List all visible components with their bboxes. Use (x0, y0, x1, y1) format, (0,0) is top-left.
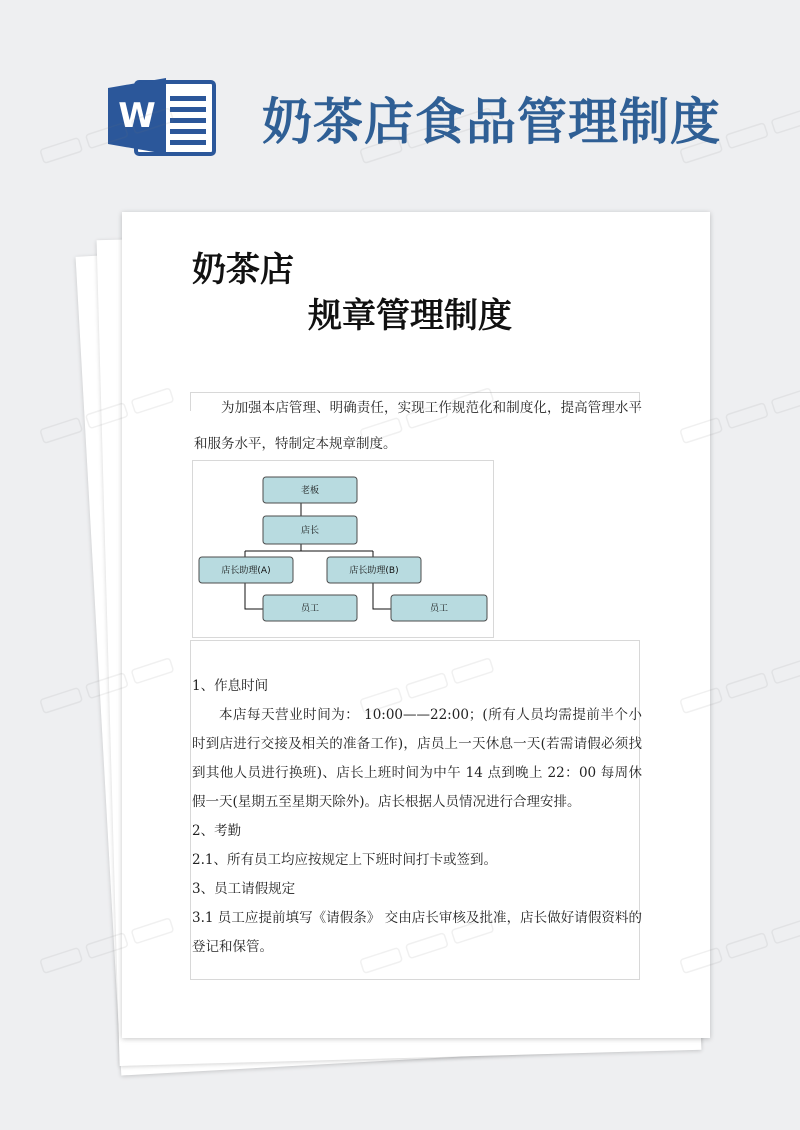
section-paragraph: 本店每天营业时间为： 10:00——22:00；(所有人员均需提前半个小时到店进行交接及相关的准备工作)，店员上一天休息一天(若需请假必须找到其他人员进行换班)、店长上班时间为中午 14 点到晚上 22：00 每周休假一天(星期五至星期天除外)。店长根据人员情况进行合理安排。 (192, 707, 642, 810)
section-paragraph: 2.1、所有员工均应按规定上下班时间打卡或签到。 (192, 852, 497, 868)
org-edge-a-staff (245, 583, 263, 609)
word-document-icon (108, 76, 218, 156)
section-heading: 3、员工请假规定 (192, 881, 296, 897)
document-page (122, 212, 710, 1038)
word-logo-letter: W (118, 96, 156, 136)
org-label-staff-a: 员工 (300, 604, 320, 614)
org-label-assistant-b: 店长助理(B) (349, 566, 399, 576)
org-label-staff-b: 员工 (429, 604, 449, 614)
document-title-line2: 规章管理制度 (308, 296, 512, 336)
section-paragraph: 3.1 员工应提前填写《请假条》 交由店长审核及批准，店长做好请假资料的登记和保管。 (192, 910, 642, 955)
org-label-owner: 老板 (300, 486, 320, 496)
banner-title: 奶茶店食品管理制度 (262, 92, 721, 151)
org-chart (192, 460, 494, 638)
document-body (192, 672, 642, 962)
document-title-line1: 奶茶店 (192, 250, 294, 290)
org-edge-b-staff (373, 583, 391, 609)
org-label-assistant-a: 店长助理(A) (221, 566, 271, 576)
banner (0, 0, 800, 200)
section-heading: 1、作息时间 (192, 678, 269, 694)
intro-paragraph: 为加强本店管理、明确责任，实现工作规范化和制度化，提高管理水平和服务水平，特制定本规章制度。 (194, 400, 642, 452)
org-label-manager: 店长 (300, 526, 320, 536)
section-heading: 2、考勤 (192, 823, 242, 839)
